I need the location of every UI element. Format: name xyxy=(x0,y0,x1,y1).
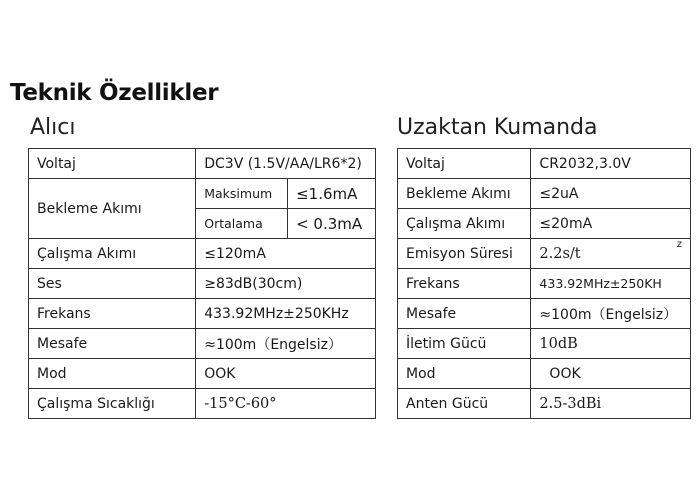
row-value: ≈100m（Engelsiz） xyxy=(196,329,376,359)
row-label: Voltaj xyxy=(29,149,196,179)
table-row xyxy=(398,209,691,239)
row-sublabel: Ortalama xyxy=(196,209,288,239)
table-row xyxy=(398,239,691,269)
row-value: CR2032,3.0V xyxy=(531,149,691,179)
table-row xyxy=(398,149,691,179)
remote-title: Uzaktan Kumanda xyxy=(397,115,598,140)
table-row xyxy=(29,389,376,419)
table-row xyxy=(398,329,691,359)
table-row xyxy=(29,299,376,329)
row-sublabel: Maksimum xyxy=(196,179,288,209)
row-label: Anten Gücü xyxy=(398,389,531,419)
table-row xyxy=(29,179,376,209)
row-label: Mesafe xyxy=(398,299,531,329)
receiver-title: Alıcı xyxy=(30,115,76,140)
row-label: İletim Gücü xyxy=(398,329,531,359)
row-value: ≤2uA xyxy=(531,179,691,209)
row-value: -15°C-60° xyxy=(196,389,376,419)
row-label: Mod xyxy=(29,359,196,389)
row-label: Bekleme Akımı xyxy=(398,179,531,209)
row-value: OOK xyxy=(531,359,691,389)
row-label: Frekans xyxy=(398,269,531,299)
row-value: OOK xyxy=(196,359,376,389)
table-row xyxy=(29,239,376,269)
row-value: 2.2s/t xyxy=(531,239,677,269)
row-label: Frekans xyxy=(29,299,196,329)
row-value: ≤20mA xyxy=(531,209,691,239)
row-extra: z xyxy=(676,239,690,269)
row-value: 10dB xyxy=(531,329,691,359)
receiver-spec-table xyxy=(28,148,376,419)
row-label: Voltaj xyxy=(398,149,531,179)
row-value: 433.92MHz±250KH xyxy=(531,269,691,299)
table-row xyxy=(29,149,376,179)
row-value: DC3V (1.5V/AA/LR6*2) xyxy=(196,149,376,179)
row-label: Bekleme Akımı xyxy=(29,179,196,239)
row-value: 433.92MHz±250KHz xyxy=(196,299,376,329)
row-value: ≥83dB(30cm) xyxy=(196,269,376,299)
row-label: Ses xyxy=(29,269,196,299)
row-label: Çalışma Sıcaklığı xyxy=(29,389,196,419)
page-title: Teknik Özellikler xyxy=(10,80,219,106)
table-row xyxy=(398,359,691,389)
table-row xyxy=(398,179,691,209)
table-row xyxy=(398,269,691,299)
table-row xyxy=(398,299,691,329)
row-label: Mod xyxy=(398,359,531,389)
row-value: ≤1.6mA xyxy=(288,179,376,209)
remote-spec-table xyxy=(397,148,691,419)
row-value: 2.5-3dBi xyxy=(531,389,691,419)
table-row xyxy=(29,269,376,299)
row-value: ≤120mA xyxy=(196,239,376,269)
row-label: Çalışma Akımı xyxy=(398,209,531,239)
table-row xyxy=(29,329,376,359)
row-value: ≈100m（Engelsiz） xyxy=(531,299,691,329)
row-value: < 0.3mA xyxy=(288,209,376,239)
row-label: Emisyon Süresi xyxy=(398,239,531,269)
table-row xyxy=(29,359,376,389)
row-label: Mesafe xyxy=(29,329,196,359)
row-label: Çalışma Akımı xyxy=(29,239,196,269)
table-row xyxy=(398,389,691,419)
